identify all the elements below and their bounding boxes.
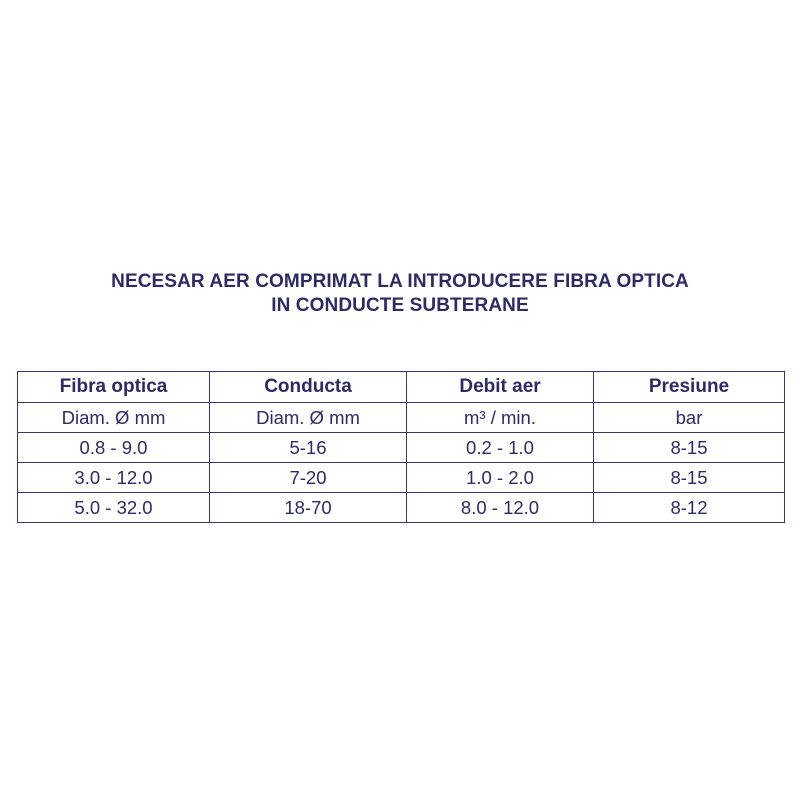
header-fibra-optica: Fibra optica [18, 372, 210, 403]
header-row [18, 372, 785, 403]
table-row [18, 433, 785, 463]
cell-conducta: 5-16 [210, 433, 407, 463]
cell-debit-aer: 0.2 - 1.0 [407, 433, 594, 463]
cell-fibra-optica: 3.0 - 12.0 [18, 463, 210, 493]
cell-presiune: 8-15 [594, 433, 785, 463]
title-line-1: NECESAR AER COMPRIMAT LA INTRODUCERE FIBRA OPTICA [111, 271, 689, 292]
document-title [0, 270, 800, 318]
unit-fibra-optica: Diam. Ø mm [18, 403, 210, 433]
header-conducta: Conducta [210, 372, 407, 403]
cell-presiune: 8-15 [594, 463, 785, 493]
unit-presiune: bar [594, 403, 785, 433]
cell-debit-aer: 1.0 - 2.0 [407, 463, 594, 493]
cell-presiune: 8-12 [594, 493, 785, 523]
header-debit-aer: Debit aer [407, 372, 594, 403]
table-row [18, 463, 785, 493]
title-line-2: IN CONDUCTE SUBTERANE [271, 295, 529, 316]
cell-conducta: 7-20 [210, 463, 407, 493]
cell-conducta: 18-70 [210, 493, 407, 523]
cell-fibra-optica: 5.0 - 32.0 [18, 493, 210, 523]
header-presiune: Presiune [594, 372, 785, 403]
table-row [18, 493, 785, 523]
cell-fibra-optica: 0.8 - 9.0 [18, 433, 210, 463]
cell-debit-aer: 8.0 - 12.0 [407, 493, 594, 523]
compressed-air-table [17, 371, 785, 523]
unit-conducta: Diam. Ø mm [210, 403, 407, 433]
unit-debit-aer: m³ / min. [407, 403, 594, 433]
units-row [18, 403, 785, 433]
